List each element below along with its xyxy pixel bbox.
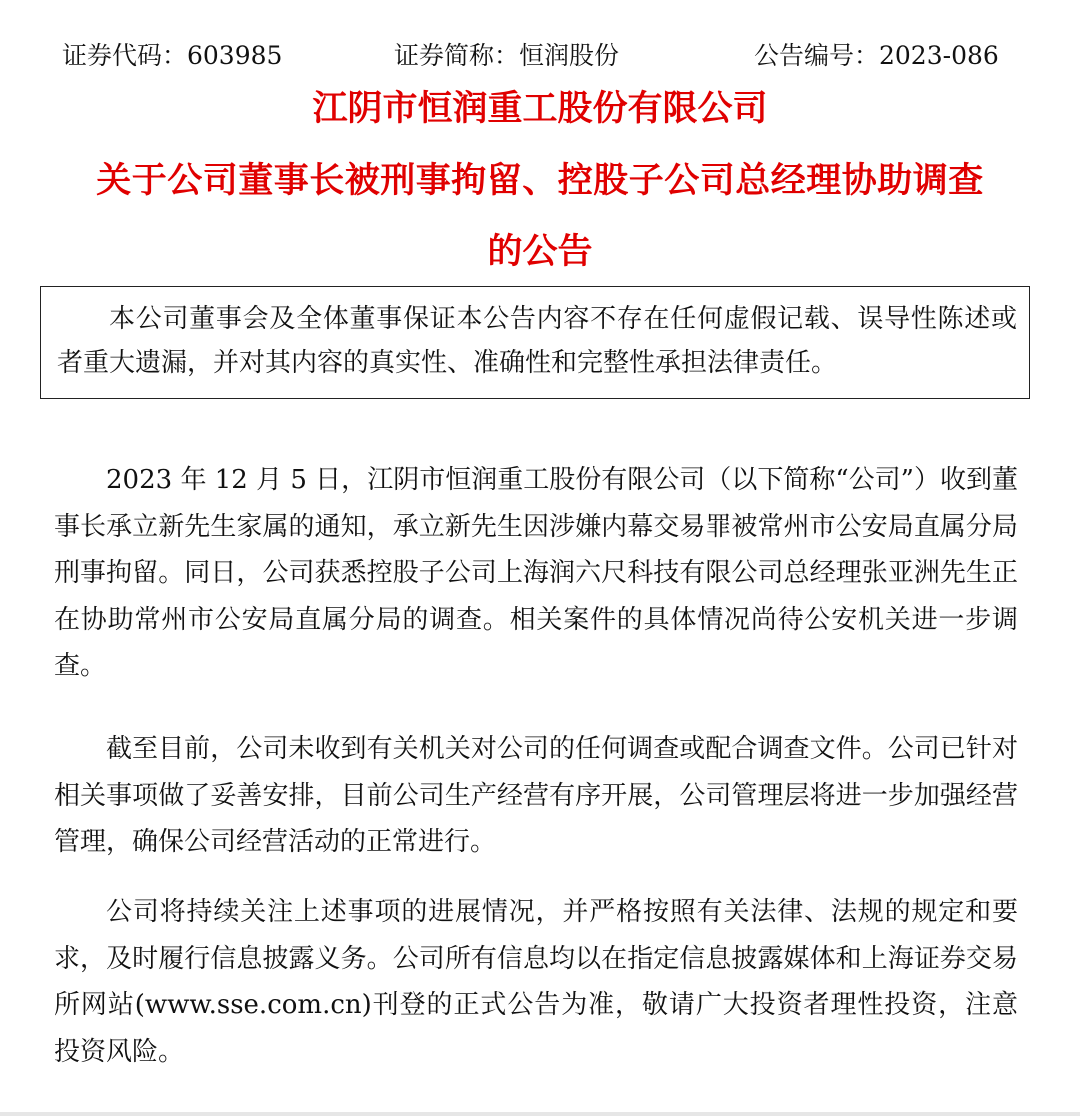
page-bottom-divider [0,1112,1080,1116]
announcement-title-line-1: 关于公司董事长被刑事拘留、控股子公司总经理协助调查 [96,161,984,201]
security-code: 证券代码：603985 [62,41,283,70]
announcement-title-line-2: 的公告 [487,232,593,272]
announcement-number: 公告编号：2023-086 [754,41,999,70]
board-declaration-box [40,286,1030,399]
security-name: 证券简称：恒润股份 [394,41,620,70]
body-paragraph-operations: 截至目前，公司未收到有关机关对公司的任何调查或配合调查文件。公司已针对相关事项做了妥善安排，目前公司生产经营有序开展，公司管理层将进一步加强经营管理，确保公司经营活动的正常进行。 [54,734,1018,857]
board-declaration-text: 本公司董事会及全体董事保证本公告内容不存在任何虚假记载、误导性陈述或者重大遗漏，并对其内容的真实性、准确性和完整性承担法律责任。 [57,304,1017,378]
body-paragraph-disclosure: 公司将持续关注上述事项的进展情况，并严格按照有关法律、法规的规定和要求，及时履行信息披露义务。公司所有信息均以在指定信息披露媒体和上海证券交易所网站(www.sse.com.cn)刊登的正式公告为准，敬请广大投资者理性投资，注意投资风险。 [54,897,1018,1067]
company-title: 江阴市恒润重工股份有限公司 [312,89,768,129]
body-paragraph-detention: 2023 年 12 月 5 日，江阴市恒润重工股份有限公司（以下简称“公司”）收到董事长承立新先生家属的通知，承立新先生因涉嫌内幕交易罪被常州市公安局直属分局刑事拘留。同日，公司获悉控股子公司上海润六尺科技有限公司总经理张亚洲先生正在协助常州市公安局直属分局的调查。相关案件的具体情况尚待公安机关进一步调查。 [54,465,1018,681]
announcement-header [0,36,1080,76]
